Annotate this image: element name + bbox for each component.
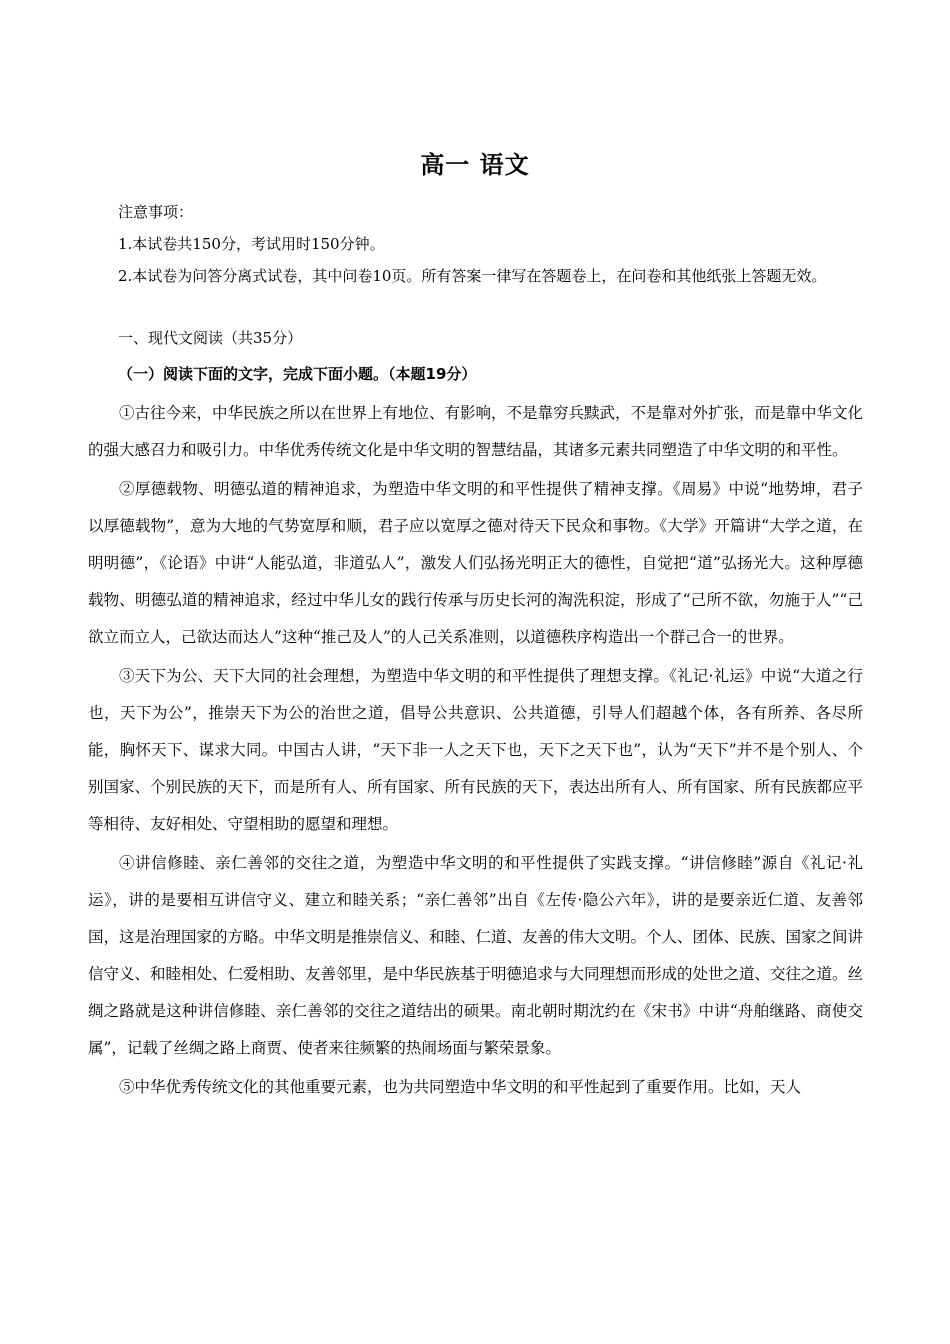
- paragraph: ②厚德载物、明德弘道的精神追求，为塑造中华文明的和平性提供了精神支撑。《周易》中说“地势坤，君子以厚德载物”，意为大地的气势宽厚和顺，君子应以宽厚之德对待天下民众和事物。《大学》开篇讲“大学之道，在明明德”，《论语》中讲“人能弘道，非道弘人”，激发人们弘扬光明正大的德性，自觉把“道”弘扬光大。这种厚德载物、明德弘道的精神追求，经过中华儿女的践行传承与历史长河的淘洗积淀，形成了“己所不欲，勿施于人”“己欲立而立人，己欲达而达人”这种“推己及人”的人己关系准则，以道德秩序构造出一个群己合一的世界。: [88, 480, 863, 646]
- subsection-heading: （一）阅读下面的文字，完成下面小题。（本题19分）: [118, 365, 477, 383]
- notice-block: [88, 196, 863, 292]
- section-heading: 一、现代文阅读（共35分）: [118, 329, 303, 347]
- paragraph: ⑤中华优秀传统文化的其他重要元素，也为共同塑造中华文明的和平性起到了重要作用。比如，天人: [119, 1078, 802, 1096]
- paragraph: ①古往今来，中华民族之所以在世界上有地位、有影响，不是靠穷兵黩武，不是靠对外扩张，而是靠中华文化的强大感召力和吸引力。中华优秀传统文化是中华文明的智慧结晶，其诸多元素共同塑造了中华文明的和平性。: [88, 404, 864, 459]
- reading-passage: [88, 395, 863, 1108]
- notice-heading: 注意事项：: [118, 203, 194, 221]
- paragraph: ④讲信修睦、亲仁善邻的交往之道，为塑造中华文明的和平性提供了实践支撑。“讲信修睦”源自《礼记·礼运》，讲的是要相互讲信守义、建立和睦关系；“亲仁善邻”出自《左传·隐公六年》，讲的是要亲近仁道、友善邻国，这是治理国家的方略。中华文明是推崇信义、和睦、仁道、友善的伟大文明。个人、团体、民族、国家之间讲信守义、和睦相处、仁爱相助、友善邻里，是中华民族基于明德追求与大同理想而形成的处世之道、交往之道。丝绸之路就是这种讲信修睦、亲仁善邻的交往之道结出的硕果。南北朝时期沈约在《宋书》中讲“舟舶继路、商使交属”，记载了丝绸之路上商贾、使者来往频繁的热闹场面与繁荣景象。: [88, 854, 864, 1057]
- page-title: 高一 语文: [420, 151, 530, 179]
- notice-item: 2.本试卷为问答分离式试卷，其中问卷10页。所有答案一律写在答题卷上，在问卷和其他纸张上答题无效。: [118, 267, 827, 285]
- notice-item: 1.本试卷共150分，考试用时150分钟。: [118, 235, 385, 253]
- paragraph: ③天下为公、天下大同的社会理想，为塑造中华文明的和平性提供了理想支撑。《礼记·礼运》中说“大道之行也，天下为公”，推崇天下为公的治世之道，倡导公共意识、公共道德，引导人们超越个体，各有所养、各尽所能，胸怀天下、谋求大同。中国古人讲，“天下非一人之天下也，天下之天下也”，认为“天下”并不是个别人、个别国家、个别民族的天下，而是所有人、所有国家、所有民族的天下，表达出所有人、所有国家、所有民族都应平等相待、友好相处、守望相助的愿望和理想。: [88, 667, 864, 833]
